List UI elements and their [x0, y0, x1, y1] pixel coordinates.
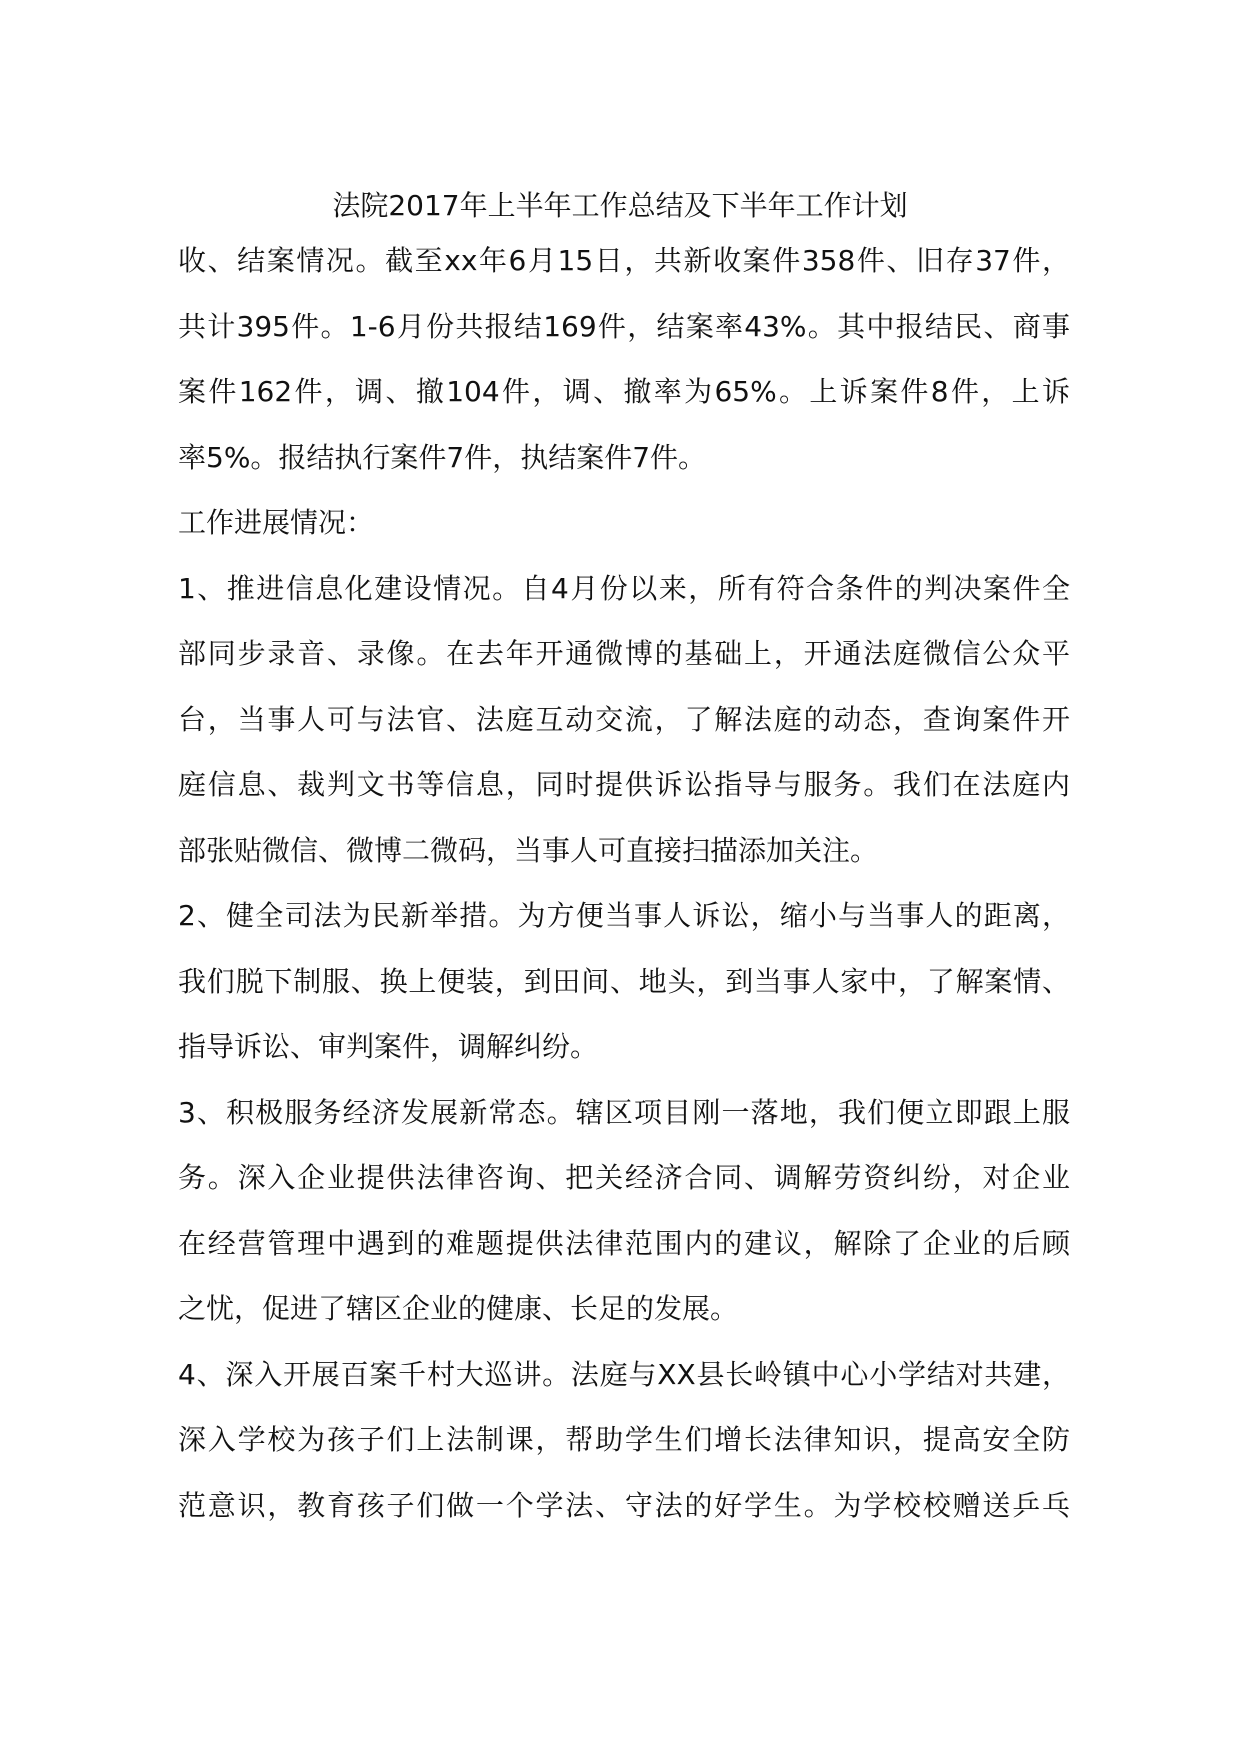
body-line: 在经营管理中遇到的难题提供法律范围内的建议，解除了企业的后顾	[178, 1226, 1070, 1260]
body-line: 率5%。报结执行案件7件，执结案件7件。	[178, 440, 707, 474]
body-line: 1、推进信息化建设情况。自4月份以来，所有符合条件的判决案件全	[178, 571, 1070, 605]
body-line: 台，当事人可与法官、法庭互动交流，了解法庭的动态，查询案件开	[178, 702, 1070, 736]
body-line: 部张贴微信、微博二微码，当事人可直接扫描添加关注。	[178, 833, 879, 867]
body-line: 3、积极服务经济发展新常态。辖区项目刚一落地，我们便立即跟上服	[178, 1095, 1070, 1129]
section-heading: 工作进展情况：	[178, 506, 375, 539]
body-line: 深入学校为孩子们上法制课，帮助学生们增长法律知识，提高安全防	[178, 1423, 1070, 1456]
body-line: 范意识，教育孩子们做一个学法、守法的好学生。为学校校赠送乒乓	[178, 1488, 1070, 1522]
document-body	[178, 228, 1070, 1538]
document-title: 法院2017年上半年工作总结及下半年工作计划	[332, 189, 908, 222]
body-line: 收、结案情况。截至xx年6月15日，共新收案件358件、旧存37件，	[178, 244, 1070, 277]
body-line: 部同步录音、录像。在去年开通微博的基础上，开通法庭微信公众平	[178, 637, 1070, 670]
body-line: 4、深入开展百案千村大巡讲。法庭与XX县长岭镇中心小学结对共建，	[178, 1357, 1070, 1391]
body-line: 案件162件，调、撤104件，调、撤率为65%。上诉案件8件，上诉	[178, 375, 1070, 408]
body-line: 指导诉讼、审判案件，调解纠纷。	[178, 1030, 599, 1063]
body-line: 务。深入企业提供法律咨询、把关经济合同、调解劳资纠纷，对企业	[178, 1161, 1070, 1194]
body-line: 共计395件。1-6月份共报结169件，结案率43%。其中报结民、商事	[178, 309, 1070, 343]
body-line: 之忧，促进了辖区企业的健康、长足的发展。	[178, 1292, 739, 1325]
body-line: 我们脱下制服、换上便装，到田间、地头，到当事人家中，了解案情、	[178, 964, 1070, 998]
body-line: 庭信息、裁判文书等信息，同时提供诉讼指导与服务。我们在法庭内	[178, 768, 1070, 801]
body-line: 2、健全司法为民新举措。为方便当事人诉讼，缩小与当事人的距离，	[178, 899, 1070, 932]
